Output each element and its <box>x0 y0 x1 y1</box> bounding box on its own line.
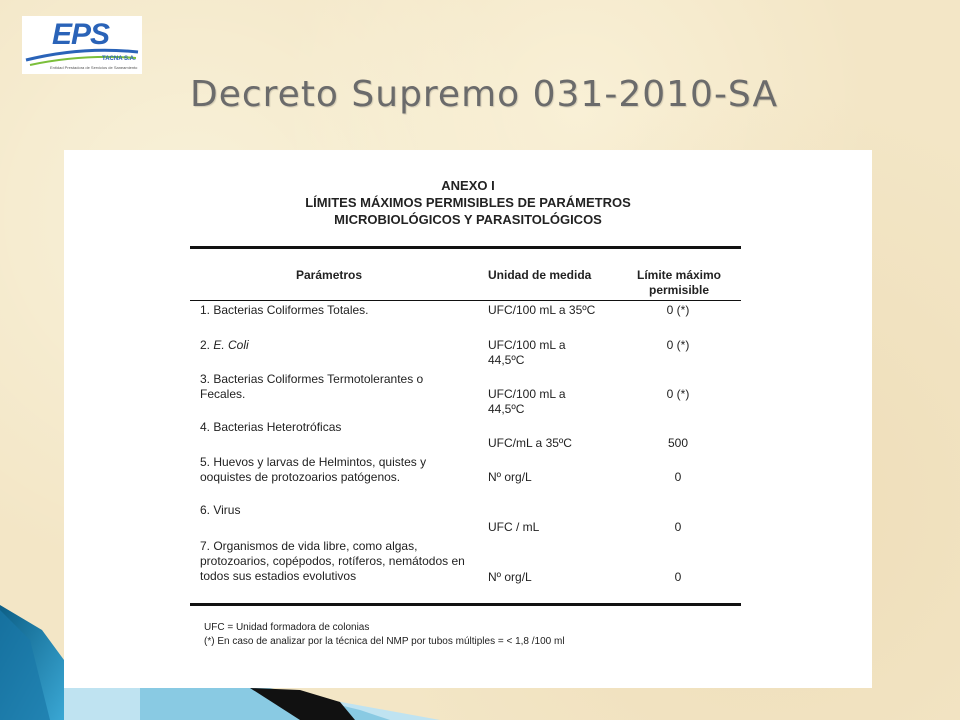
table-row-limit: 0 (*) <box>666 387 690 401</box>
slide-title: Decreto Supremo 031-2010-SA <box>190 74 779 115</box>
logo-subname: TACNA S.A. <box>102 56 136 62</box>
annex-heading-2: LÍMITES MÁXIMOS PERMISIBLES DE PARÁMETROS <box>305 195 631 210</box>
footnote-ufc: UFC = Unidad formadora de colonias <box>204 622 370 633</box>
footnote-asterisk: (*) En caso de analizar por la técnica del NMP por tubos múltiples = < 1,8 /100 ml <box>204 636 565 647</box>
table-row-unit: UFC/mL a 35ºC <box>488 436 572 450</box>
table-row-parameter: 2. E. Coli <box>200 338 249 352</box>
table-row-limit: 0 (*) <box>666 338 690 352</box>
annex-heading-3: MICROBIOLÓGICOS Y PARASITOLÓGICOS <box>334 212 602 227</box>
table-row-unit: UFC / mL <box>488 520 540 534</box>
table-row-parameter: 6. Virus <box>200 503 241 517</box>
table-row-unit: Nº org/L <box>488 470 532 484</box>
column-header-limite: Límite máximo permisible <box>636 268 722 297</box>
table-row-limit: 0 <box>674 570 682 584</box>
table-row-unit: UFC/100 mL a 35ºC <box>488 303 596 317</box>
table-row-unit: UFC/100 mL a 44,5ºC <box>488 338 566 367</box>
table-row-unit: Nº org/L <box>488 570 532 584</box>
column-header-parametros: Parámetros <box>296 268 363 282</box>
table-row-limit: 0 <box>674 470 682 484</box>
table-row-limit: 0 (*) <box>666 303 690 317</box>
table-row-parameter: 1. Bacterias Coliformes Totales. <box>200 303 369 317</box>
annex-heading-1: ANEXO I <box>441 178 495 193</box>
logo-name: EPS <box>52 18 110 51</box>
table-row-limit: 0 <box>674 520 682 534</box>
table-row-parameter: 4. Bacterias Heterotróficas <box>200 420 342 434</box>
table-row-parameter: 5. Huevos y larvas de Helmintos, quistes y ooquistes de protozoarios patógenos. <box>200 455 427 484</box>
table-row-parameter: 3. Bacterias Coliformes Termotolerantes o Fecales. <box>200 372 424 401</box>
table-row-unit: UFC/100 mL a 44,5ºC <box>488 387 566 416</box>
column-header-unidad: Unidad de medida <box>488 268 592 282</box>
table-row-parameter: 7. Organismos de vida libre, como algas, protozoarios, copépodos, rotíferos, nemátodos en todos sus estadios evolutivos <box>200 539 465 583</box>
table-row-limit: 500 <box>667 436 689 450</box>
logo-tagline: Entidad Prestadora de Servicios de Saneamiento <box>50 65 138 70</box>
